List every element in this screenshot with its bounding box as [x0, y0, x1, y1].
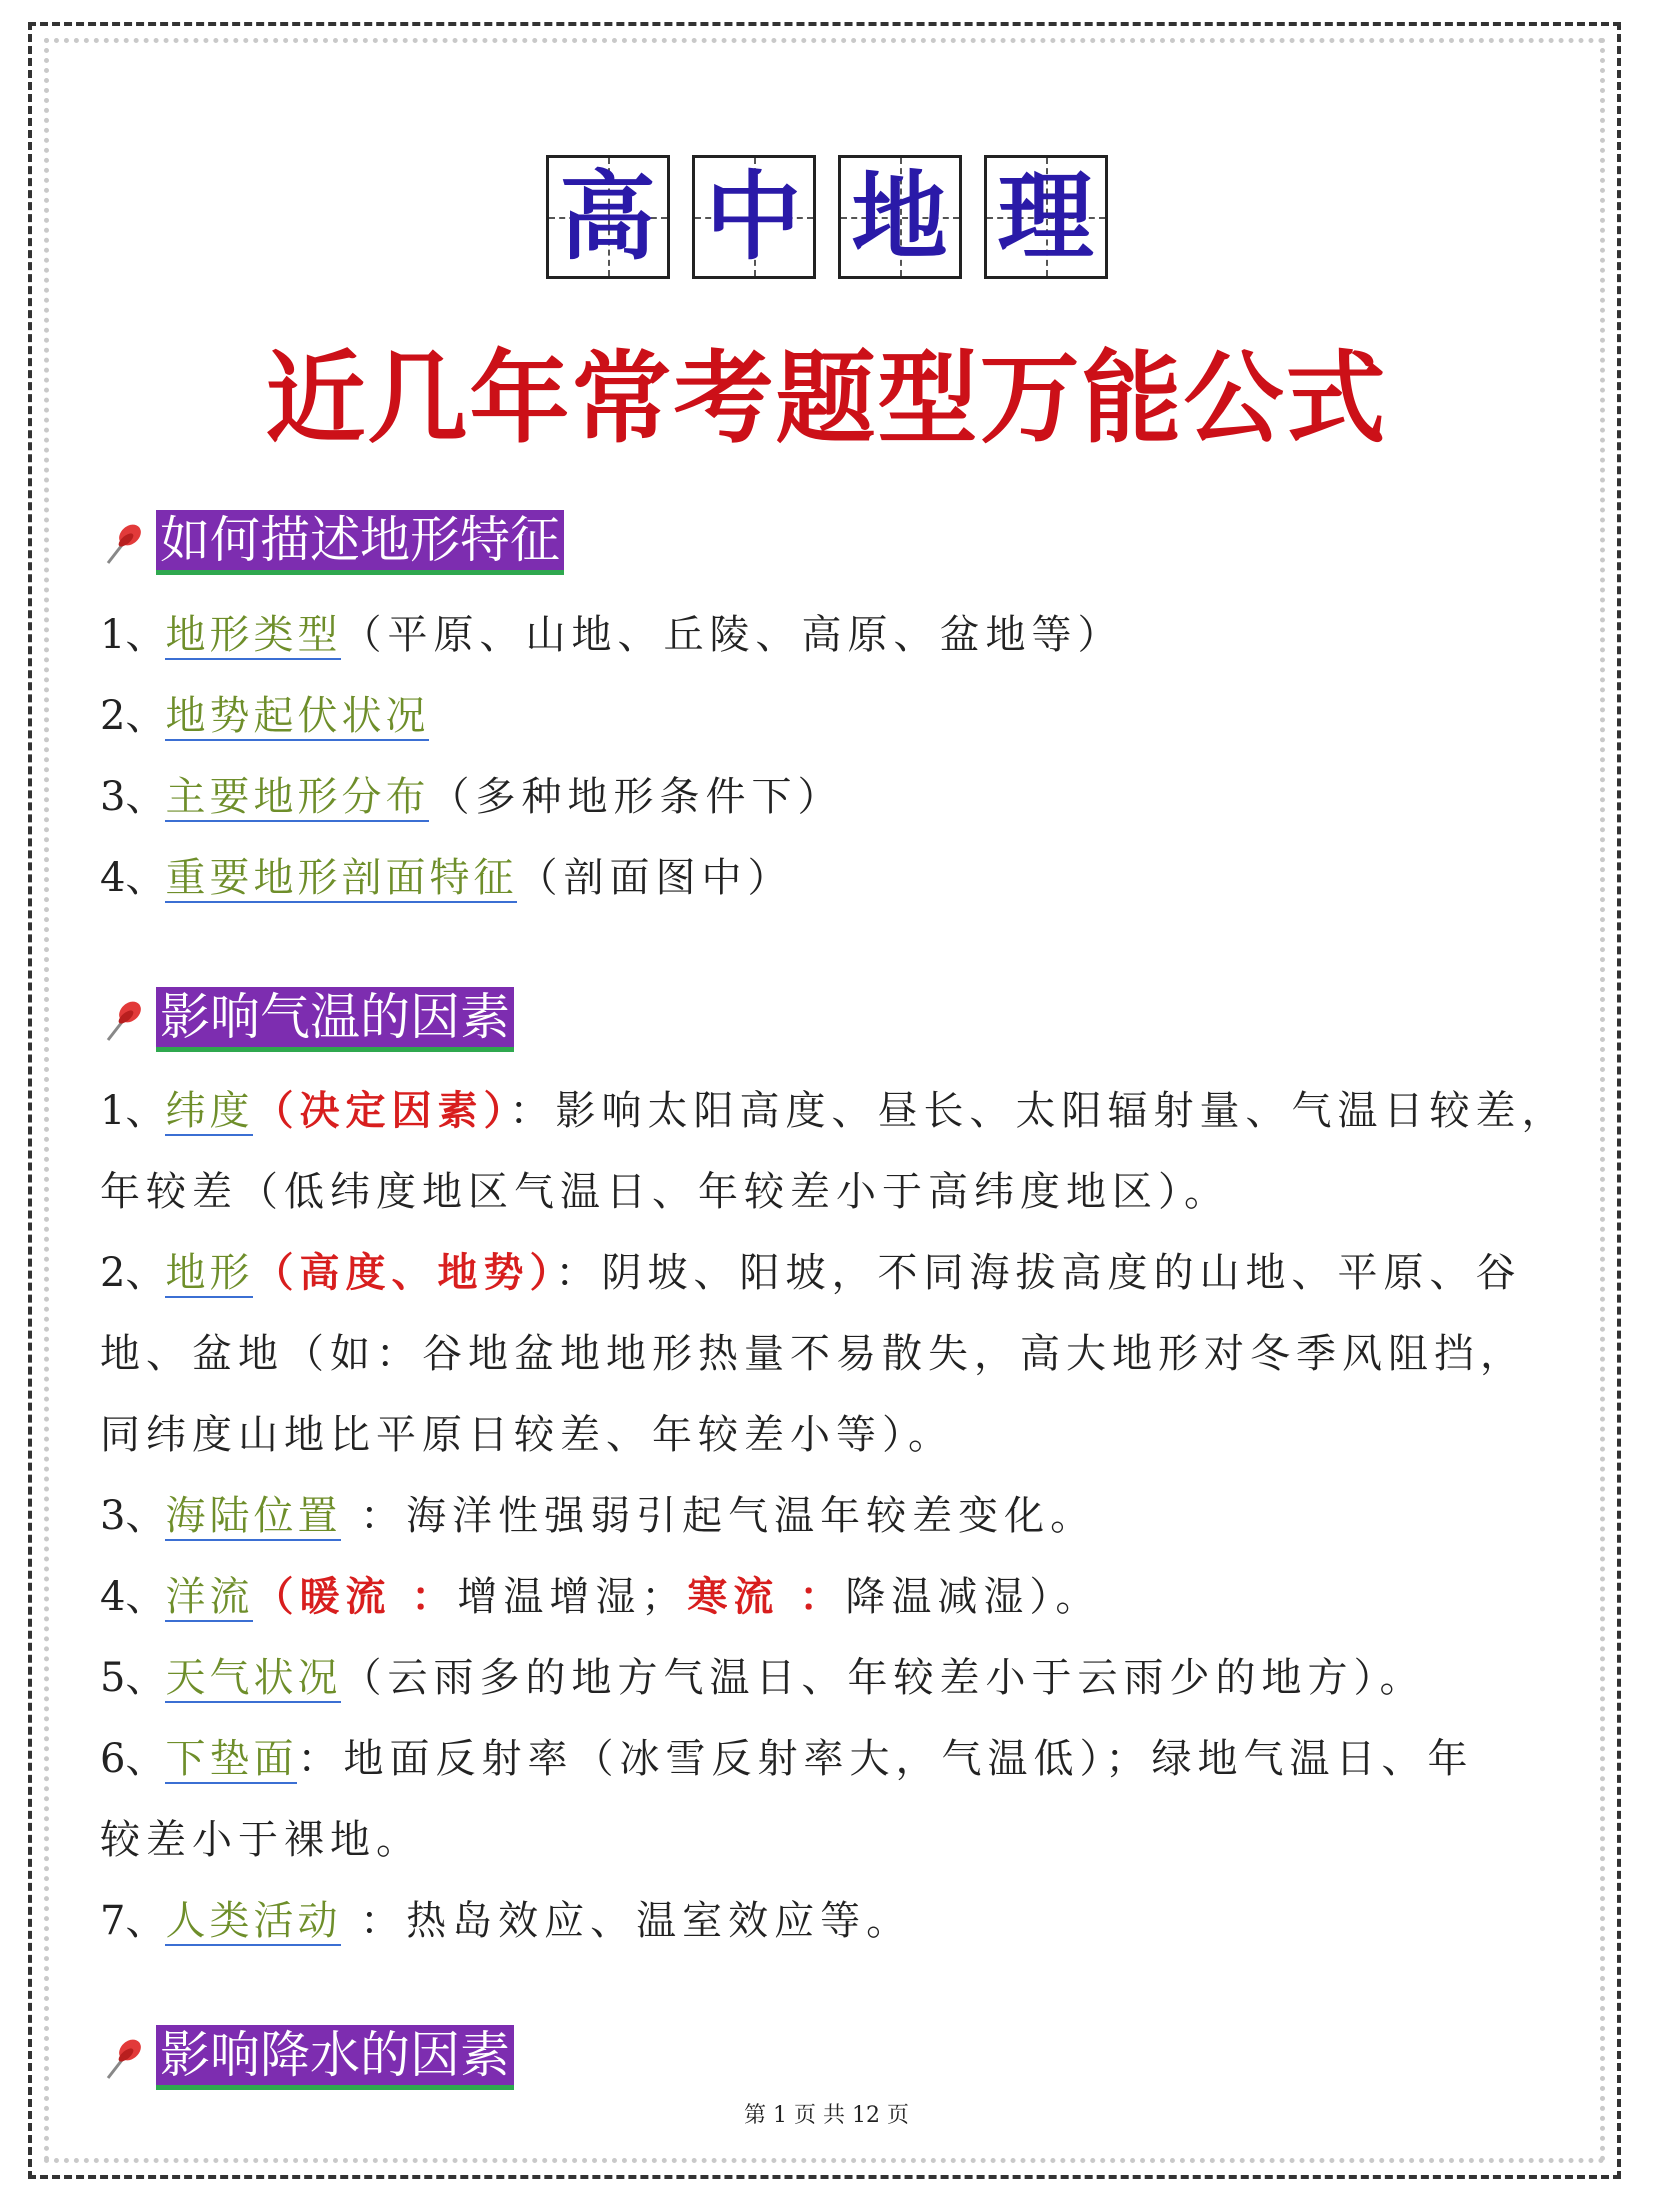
- item-text: ：影响太阳高度、昼长、太阳辐射量、气温日较差，: [509, 1088, 1568, 1134]
- item-emphasis: 暖流: [299, 1574, 392, 1620]
- pushpin-icon: [102, 519, 144, 567]
- item-number: 1、: [100, 612, 166, 658]
- title-char-box: [838, 155, 962, 279]
- item-number: 5、: [100, 1655, 166, 1701]
- item-keyword: 纬度: [165, 1088, 254, 1134]
- footer-page-number: 1: [773, 2103, 787, 2128]
- item-keyword: 天气状况: [165, 1655, 342, 1701]
- title-char: 理: [997, 161, 1094, 273]
- list-item: [100, 607, 1540, 663]
- item-number: 3、: [100, 1493, 166, 1539]
- list-item-continuation: 同纬度山地比平原日较差、年较差小等）。: [100, 1412, 954, 1458]
- section-heading: [102, 987, 514, 1052]
- section-heading: [102, 2025, 514, 2090]
- item-number: 4、: [100, 855, 166, 901]
- item-text: ：阴坡、阳坡，不同海拔高度的山地、平原、谷: [555, 1250, 1522, 1296]
- page-subtitle: 近几年常考题型万能公式: [265, 340, 1388, 457]
- item-keyword: 主要地形分布: [165, 774, 430, 820]
- item-text: ：地面反射率（冰雪反射率大，气温低）；绿地气温日、年: [297, 1736, 1474, 1782]
- list-item: [100, 1731, 1540, 1787]
- list-item-continuation: 地、盆地（如：谷地盆地地形热量不易散失，高大地形对冬季风阻挡，: [100, 1331, 1526, 1377]
- item-text: ：热岛效应、温室效应等。: [341, 1898, 913, 1944]
- title-char: 中: [705, 161, 802, 273]
- title-char: 高: [559, 161, 656, 273]
- item-number: 7、: [100, 1898, 166, 1944]
- section-title: 影响气温的因素: [156, 987, 514, 1052]
- item-number: 2、: [100, 1250, 166, 1296]
- item-emphasis: ：: [779, 1574, 846, 1620]
- title-char-box: [546, 155, 670, 279]
- item-keyword: 地势起伏状况: [165, 693, 430, 739]
- pushpin-icon: [102, 996, 144, 1044]
- list-item: [100, 1569, 1540, 1625]
- list-item: [100, 1083, 1568, 1139]
- item-keyword: 地形类型: [165, 612, 342, 658]
- item-text: 增温增湿；: [457, 1574, 688, 1620]
- pushpin-icon: [102, 2034, 144, 2082]
- item-emphasis: （高度、地势）: [253, 1250, 556, 1296]
- list-item: [100, 1650, 1540, 1706]
- list-item: [100, 850, 1540, 906]
- list-item: [100, 1245, 1540, 1301]
- footer-total-pages: 12: [852, 2103, 880, 2128]
- item-number: 6、: [100, 1736, 166, 1782]
- item-keyword: 洋流: [165, 1574, 254, 1620]
- title-char-box: [984, 155, 1108, 279]
- title-grid: [0, 155, 1653, 279]
- title-char: 地: [851, 161, 948, 273]
- item-keyword: 海陆位置: [165, 1493, 342, 1539]
- page-footer: [0, 2098, 1653, 2129]
- item-text: ：海洋性强弱引起气温年较差变化。: [341, 1493, 1097, 1539]
- item-number: 3、: [100, 774, 166, 820]
- list-item: [100, 1488, 1540, 1544]
- item-text: （平原、山地、丘陵、高原、盆地等）: [341, 612, 1124, 658]
- item-text: （云雨多的地方气温日、年较差小于云雨少的地方）。: [341, 1655, 1426, 1701]
- list-item: [100, 769, 1540, 825]
- item-keyword: 下垫面: [165, 1736, 298, 1782]
- list-item-continuation: 年较差（低纬度地区气温日、年较差小于高纬度地区）。: [100, 1169, 1230, 1215]
- item-text: （剖面图中）: [517, 855, 794, 901]
- item-number: 4、: [100, 1574, 166, 1620]
- item-text: （多种地形条件下）: [429, 774, 844, 820]
- section-heading: [102, 510, 564, 575]
- item-emphasis: （决定因素）: [253, 1088, 510, 1134]
- section-title: 如何描述地形特征: [156, 510, 564, 575]
- item-keyword: 人类活动: [165, 1898, 342, 1944]
- item-number: 1、: [100, 1088, 166, 1134]
- item-keyword: 地形: [165, 1250, 254, 1296]
- item-emphasis: 寒流: [687, 1574, 780, 1620]
- item-emphasis: ：: [391, 1574, 458, 1620]
- footer-text: 页: [887, 2103, 910, 2128]
- list-item: [100, 1893, 1540, 1949]
- section-title: 影响降水的因素: [156, 2025, 514, 2090]
- item-number: 2、: [100, 693, 166, 739]
- item-keyword: 重要地形剖面特征: [165, 855, 518, 901]
- item-text: 降温减湿）。: [845, 1574, 1102, 1620]
- list-item-continuation: 较差小于裸地。: [100, 1817, 422, 1863]
- title-char-box: [692, 155, 816, 279]
- item-emphasis: （: [253, 1574, 300, 1620]
- footer-text: 页 共: [794, 2103, 845, 2128]
- footer-text: 第: [743, 2103, 766, 2128]
- list-item: [100, 688, 1540, 744]
